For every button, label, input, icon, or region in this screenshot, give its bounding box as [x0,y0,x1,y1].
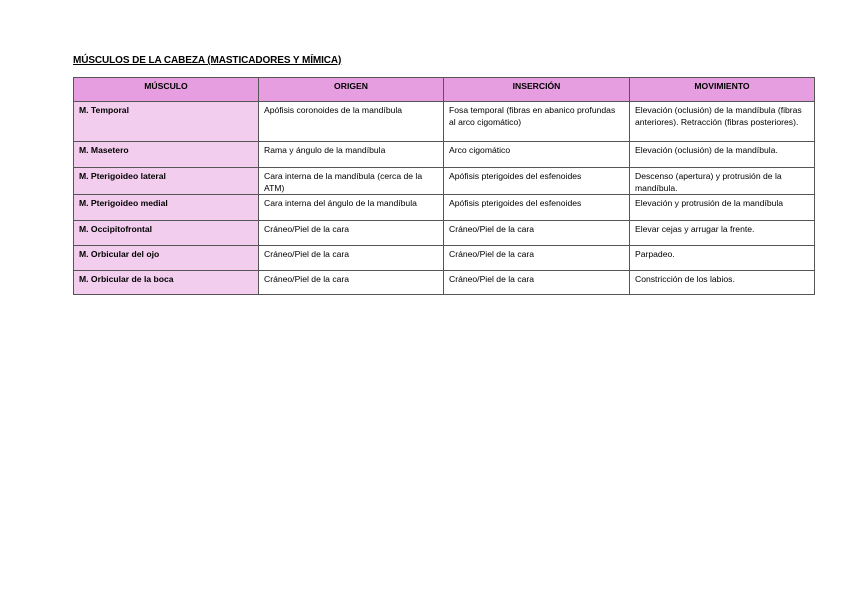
cell-insercion: Apófisis pterigoides del esfenoides [444,195,630,221]
cell-movimiento: Elevar cejas y arrugar la frente. [630,221,815,246]
table-row [74,168,815,195]
cell-movimiento: Elevación (oclusión) de la mandíbula (fibras anteriores). Retracción (fibras posteriores). [630,102,815,142]
cell-insercion: Apófisis pterigoides del esfenoides [444,168,630,195]
cell-origen: Cráneo/Piel de la cara [259,246,444,271]
header-origen: ORIGEN [259,78,444,102]
cell-musculo: M. Pterigoideo medial [74,195,259,221]
muscle-table [73,77,815,295]
cell-insercion: Cráneo/Piel de la cara [444,221,630,246]
cell-origen: Apófisis coronoides de la mandíbula [259,102,444,142]
table-row [74,102,815,142]
table-row [74,142,815,168]
cell-musculo: M. Orbicular del ojo [74,246,259,271]
cell-movimiento: Elevación y protrusión de la mandíbula [630,195,815,221]
header-insercion: INSERCIÓN [444,78,630,102]
cell-movimiento: Elevación (oclusión) de la mandíbula. [630,142,815,168]
cell-movimiento: Descenso (apertura) y protrusión de la mandíbula. [630,168,815,195]
table-row [74,221,815,246]
cell-movimiento: Parpadeo. [630,246,815,271]
cell-origen: Cara interna de la mandíbula (cerca de la ATM) [259,168,444,195]
header-movimiento: MOVIMIENTO [630,78,815,102]
cell-musculo: M. Occipitofrontal [74,221,259,246]
table-row [74,246,815,271]
cell-movimiento: Constricción de los labios. [630,271,815,295]
table-body [74,102,815,295]
cell-musculo: M. Masetero [74,142,259,168]
cell-insercion: Cráneo/Piel de la cara [444,246,630,271]
table-header [74,78,815,102]
cell-origen: Cráneo/Piel de la cara [259,221,444,246]
header-musculo: MÚSCULO [74,78,259,102]
cell-insercion: Arco cigomático [444,142,630,168]
cell-musculo: M. Orbicular de la boca [74,271,259,295]
table-row [74,271,815,295]
cell-origen: Cráneo/Piel de la cara [259,271,444,295]
cell-insercion: Cráneo/Piel de la cara [444,271,630,295]
cell-origen: Rama y ángulo de la mandíbula [259,142,444,168]
cell-origen: Cara interna del ángulo de la mandíbula [259,195,444,221]
cell-musculo: M. Pterigoideo lateral [74,168,259,195]
document-title: MÚSCULOS DE LA CABEZA (MASTICADORES Y MÍMICA) [73,55,342,66]
cell-musculo: M. Temporal [74,102,259,142]
table-row [74,195,815,221]
header-row [74,78,815,102]
cell-insercion: Fosa temporal (fibras en abanico profundas al arco cigomático) [444,102,630,142]
